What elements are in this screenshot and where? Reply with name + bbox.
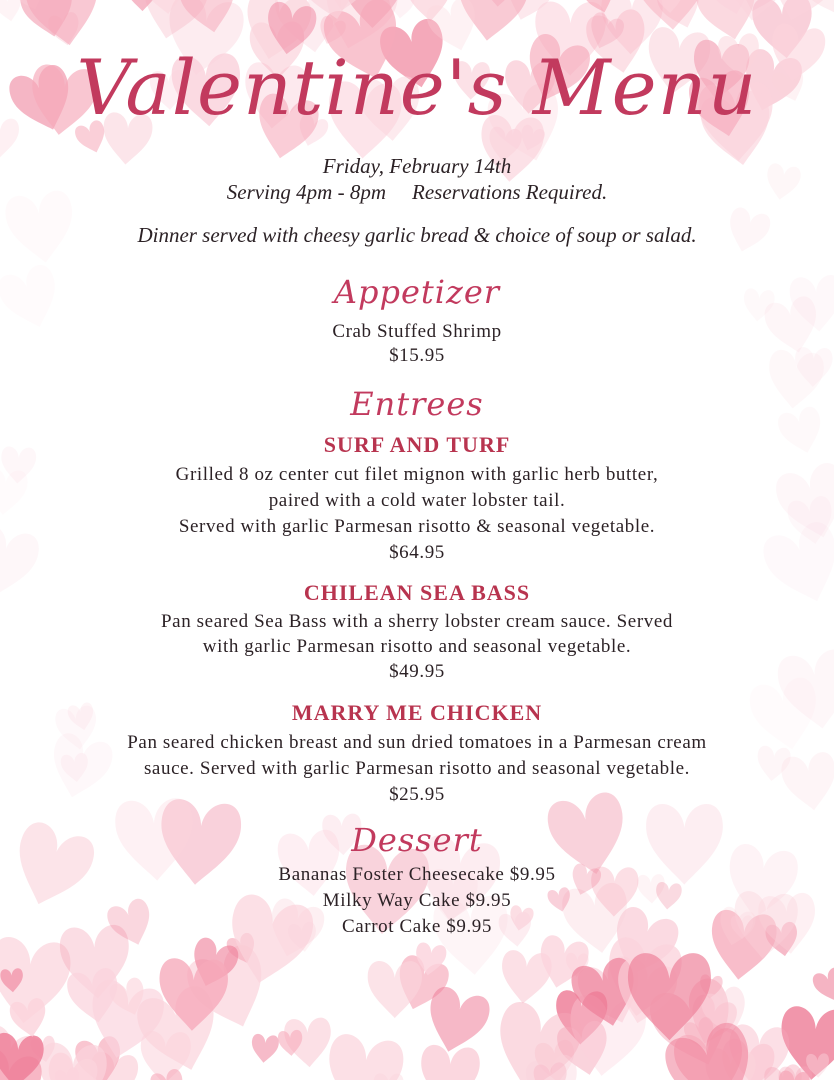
- section-heading-entrees: Entrees: [350, 385, 484, 423]
- dinner-note: Dinner served with cheesy garlic bread & choice of soup or salad.: [137, 223, 697, 247]
- dessert-item: Carrot Cake $9.95: [341, 916, 493, 937]
- entree-description-line: sauce. Served with garlic Parmesan risotto and seasonal vegetable.: [143, 758, 691, 779]
- entree-description-line: Pan seared Sea Bass with a sherry lobster cream sauce. Served: [161, 611, 673, 632]
- entree-price: $64.95: [389, 542, 445, 563]
- event-date: Friday, February 14th: [322, 154, 512, 178]
- entree-description-line: Served with garlic Parmesan risotto & seasonal vegetable.: [178, 516, 656, 537]
- section-heading-appetizer: Appetizer: [333, 273, 501, 311]
- reservations-note: Reservations Required.: [412, 180, 608, 204]
- entree-description-line: paired with a cold water lobster tail.: [268, 490, 566, 511]
- appetizer-price: $15.95: [389, 345, 445, 366]
- event-hours-row: [0, 179, 834, 205]
- entree-price: $25.95: [389, 784, 445, 805]
- entree-price: $49.95: [389, 661, 445, 682]
- menu-title: Valentine's Menu: [76, 43, 758, 132]
- entree-name: SURF AND TURF: [323, 432, 511, 457]
- entree-description-line: Grilled 8 oz center cut filet mignon with garlic herb butter,: [175, 464, 659, 485]
- appetizer-item: Crab Stuffed Shrimp: [332, 321, 502, 342]
- dessert-item: Bananas Foster Cheesecake $9.95: [278, 864, 556, 885]
- entree-description-line: Pan seared chicken breast and sun dried tomatoes in a Parmesan cream: [127, 732, 707, 753]
- serving-hours: Serving 4pm - 8pm: [226, 180, 387, 204]
- entree-description-line: with garlic Parmesan risotto and seasonal vegetable.: [202, 636, 632, 657]
- dessert-item: Milky Way Cake $9.95: [322, 890, 512, 911]
- section-heading-dessert: Dessert: [351, 821, 483, 859]
- entree-name: MARRY ME CHICKEN: [291, 700, 543, 725]
- entree-name: CHILEAN SEA BASS: [303, 580, 531, 605]
